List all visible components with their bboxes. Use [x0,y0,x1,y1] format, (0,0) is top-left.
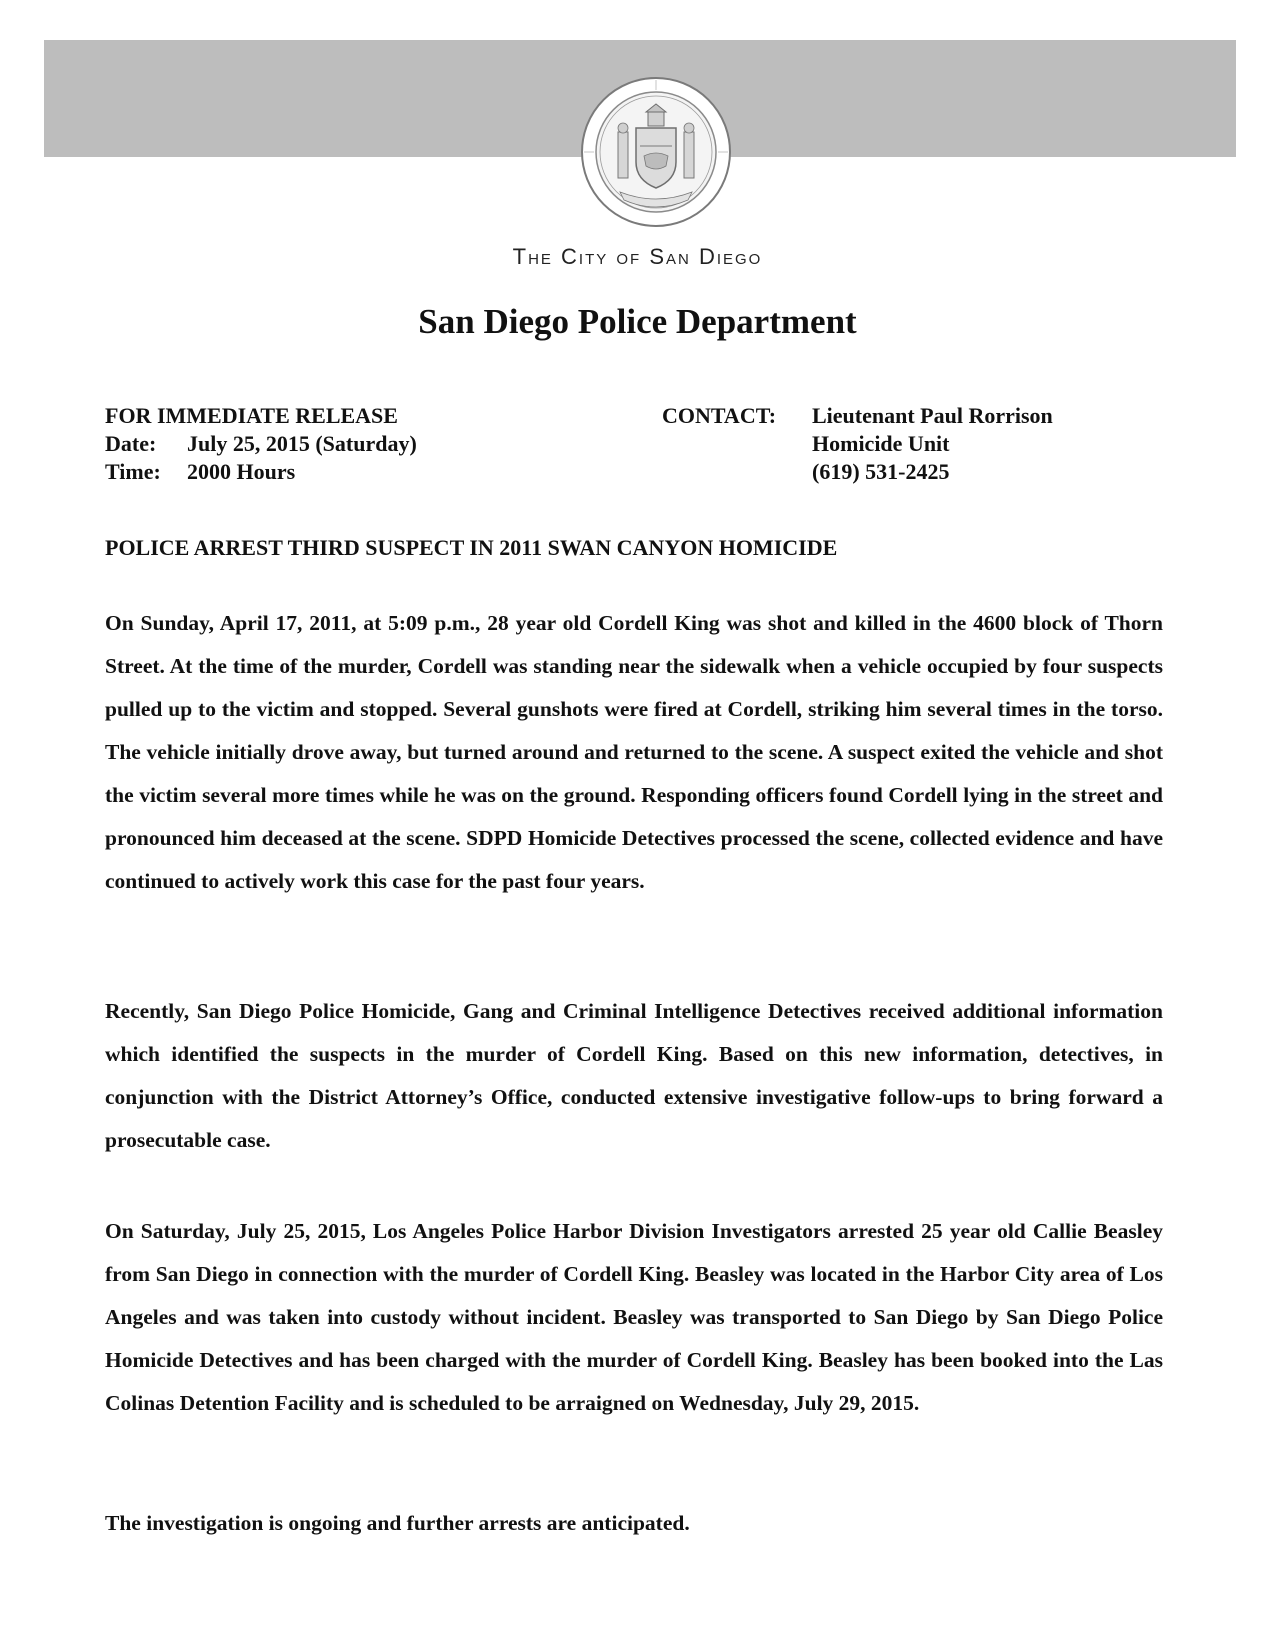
contact-name: Lieutenant Paul Rorrison [812,403,1053,428]
contact-unit: Homicide Unit [812,431,950,456]
contact-info [662,402,1053,486]
department-title: San Diego Police Department [418,302,857,341]
paragraph-2: Recently, San Diego Police Homicide, Gang and Criminal Intelligence Detectives received additional information which identified the suspects in the murder of Cordell King. Based on this new information, detectives, in conjunction with the District Attorney’s Office, conducted extensive investigative follow-ups to bring forward a prosecutable case. [105,999,1163,1152]
release-label-row [105,402,417,430]
time-value: 2000 Hours [187,459,296,484]
date-value: July 25, 2015 (Saturday) [187,431,417,456]
contact-phone-row [662,458,1053,486]
city-seal-icon [580,76,732,228]
paragraph-4: The investigation is ongoing and further arrests are anticipated. [105,1511,690,1535]
time-row [105,458,417,486]
headline: POLICE ARREST THIRD SUSPECT IN 2011 SWAN CANYON HOMICIDE [105,535,838,560]
time-label: Time: [105,459,161,484]
release-info [105,402,417,486]
date-label: Date: [105,431,157,456]
contact-unit-row [662,430,1053,458]
paragraph-3: On Saturday, July 25, 2015, Los Angeles Police Harbor Division Investigators arrested 25 year old Callie Beasley from San Diego in connection with the murder of Cordell King. Beasley was located in the Harbor City area of Los Angeles and was taken into custody without incident. Beasley was transported to San Diego by San Diego Police Homicide Detectives and has been charged with the murder of Cordell King. Beasley has been booked into the Las Colinas Detention Facility and is scheduled to be arraigned on Wednesday, July 29, 2015. [105,1219,1163,1415]
paragraph-1: On Sunday, April 17, 2011, at 5:09 p.m., 28 year old Cordell King was shot and killed in the 4600 block of Thorn Street. At the time of the murder, Cordell was standing near the sidewalk when a vehicle occupied by four suspects pulled up to the victim and stopped. Several gunshots were fired at Cordell, striking him several times in the torso. The vehicle initially drove away, but turned around and returned to the scene. A suspect exited the vehicle and shot the victim several more times while he was on the ground. Responding officers found Cordell lying in the street and pronounced him deceased at the scene. SDPD Homicide Detectives processed the scene, collected evidence and have continued to actively work this case for the past four years. [105,611,1163,893]
contact-name-row [662,402,1053,430]
contact-label: CONTACT: [662,403,777,428]
release-label: FOR IMMEDIATE RELEASE [105,403,398,428]
date-row [105,430,417,458]
contact-phone: (619) 531-2425 [812,459,950,484]
city-name: The City of San Diego [512,244,763,269]
